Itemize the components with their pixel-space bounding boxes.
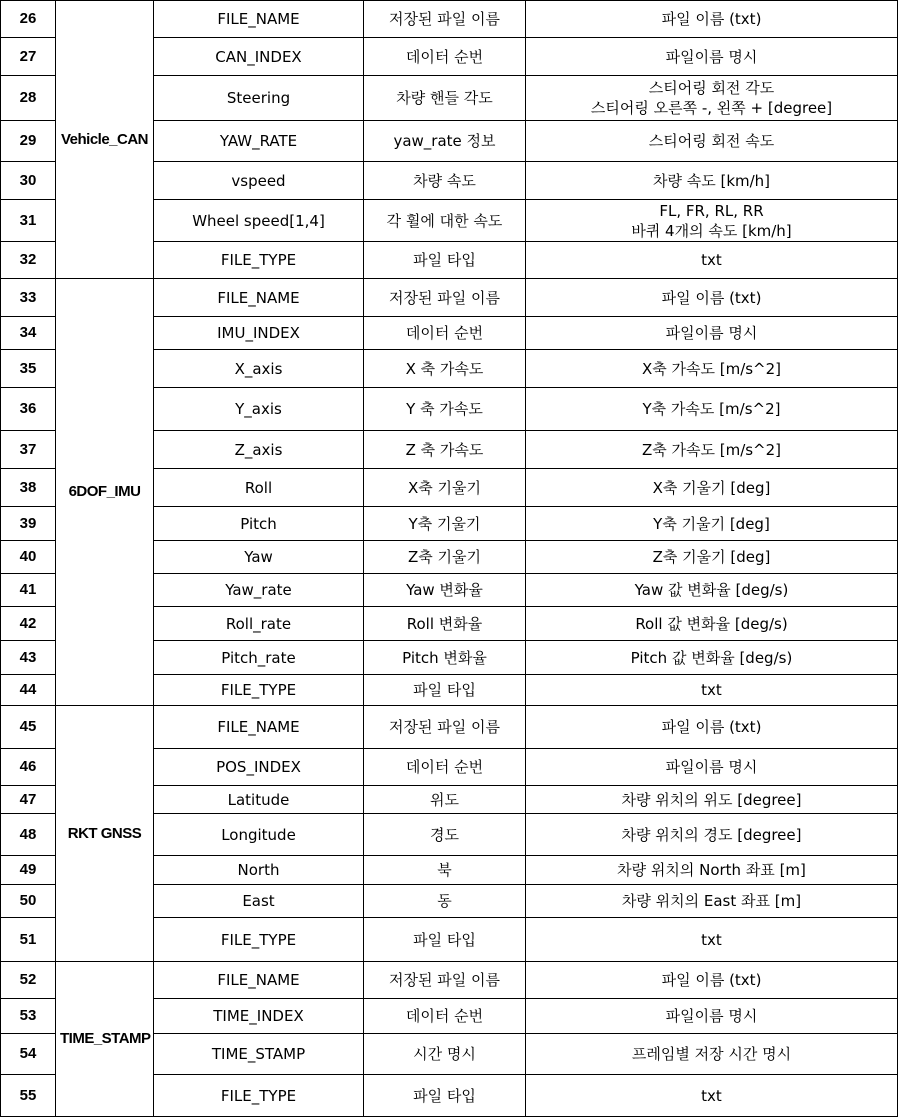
group-name: Vehicle_CAN xyxy=(56,1,154,279)
row-number: 47 xyxy=(1,786,56,814)
field-name: Latitude xyxy=(154,786,364,814)
field-description: 저장된 파일 이름 xyxy=(364,279,526,317)
field-note: FL, FR, RL, RR 바퀴 4개의 속도 [km/h] xyxy=(526,200,898,242)
field-description: 파일 타입 xyxy=(364,675,526,706)
field-description: 동 xyxy=(364,885,526,918)
field-description: Z축 기울기 xyxy=(364,541,526,574)
group-name: RKT GNSS xyxy=(56,706,154,962)
row-number: 26 xyxy=(1,1,56,38)
row-number: 34 xyxy=(1,317,56,350)
row-number: 53 xyxy=(1,999,56,1034)
field-note: X축 가속도 [m/s^2] xyxy=(526,350,898,388)
field-name: Roll_rate xyxy=(154,607,364,641)
field-note: 차량 위치의 위도 [degree] xyxy=(526,786,898,814)
field-name: FILE_TYPE xyxy=(154,1075,364,1117)
field-name: FILE_TYPE xyxy=(154,675,364,706)
field-description: 저장된 파일 이름 xyxy=(364,1,526,38)
field-name: Pitch_rate xyxy=(154,641,364,675)
row-number: 46 xyxy=(1,749,56,786)
field-note: 파일이름 명시 xyxy=(526,317,898,350)
field-note: Roll 값 변화율 [deg/s) xyxy=(526,607,898,641)
field-description: 데이터 순번 xyxy=(364,749,526,786)
row-number: 50 xyxy=(1,885,56,918)
field-note: 파일이름 명시 xyxy=(526,749,898,786)
field-description: 저장된 파일 이름 xyxy=(364,706,526,749)
field-note: 파일 이름 (txt) xyxy=(526,279,898,317)
group-name: 6DOF_IMU xyxy=(56,279,154,706)
field-note: Y축 기울기 [deg] xyxy=(526,507,898,541)
field-note: 파일이름 명시 xyxy=(526,38,898,76)
row-number: 43 xyxy=(1,641,56,675)
row-number: 28 xyxy=(1,76,56,121)
field-description: 저장된 파일 이름 xyxy=(364,962,526,999)
row-number: 36 xyxy=(1,388,56,431)
field-name: FILE_TYPE xyxy=(154,918,364,962)
field-description: 파일 타입 xyxy=(364,1075,526,1117)
row-number: 35 xyxy=(1,350,56,388)
group-name: TIME_STAMP xyxy=(56,962,154,1117)
field-note: 차량 위치의 경도 [degree] xyxy=(526,814,898,856)
row-number: 41 xyxy=(1,574,56,607)
field-description: 차량 속도 xyxy=(364,162,526,200)
field-description: Y 축 가속도 xyxy=(364,388,526,431)
field-name: Roll xyxy=(154,469,364,507)
row-number: 51 xyxy=(1,918,56,962)
row-number: 30 xyxy=(1,162,56,200)
table-row xyxy=(1,1,898,38)
table-row xyxy=(1,706,898,749)
field-note: txt xyxy=(526,675,898,706)
field-note: 파일이름 명시 xyxy=(526,999,898,1034)
field-name: FILE_NAME xyxy=(154,1,364,38)
field-description: X 축 가속도 xyxy=(364,350,526,388)
field-description: X축 기울기 xyxy=(364,469,526,507)
field-name: Pitch xyxy=(154,507,364,541)
field-name: TIME_STAMP xyxy=(154,1034,364,1075)
field-description: 경도 xyxy=(364,814,526,856)
field-name: X_axis xyxy=(154,350,364,388)
field-description: 각 휠에 대한 속도 xyxy=(364,200,526,242)
field-name: vspeed xyxy=(154,162,364,200)
field-note: Z축 가속도 [m/s^2] xyxy=(526,431,898,469)
field-name: Wheel speed[1,4] xyxy=(154,200,364,242)
table-row xyxy=(1,279,898,317)
row-number: 33 xyxy=(1,279,56,317)
row-number: 45 xyxy=(1,706,56,749)
field-name: Longitude xyxy=(154,814,364,856)
field-note: 파일 이름 (txt) xyxy=(526,1,898,38)
field-description: Z 축 가속도 xyxy=(364,431,526,469)
row-number: 32 xyxy=(1,242,56,279)
field-note: 파일 이름 (txt) xyxy=(526,706,898,749)
field-name: POS_INDEX xyxy=(154,749,364,786)
field-note: Pitch 값 변화율 [deg/s) xyxy=(526,641,898,675)
field-description: Yaw 변화율 xyxy=(364,574,526,607)
row-number: 38 xyxy=(1,469,56,507)
row-number: 37 xyxy=(1,431,56,469)
field-description: Pitch 변화율 xyxy=(364,641,526,675)
field-description: 시간 명시 xyxy=(364,1034,526,1075)
field-name: FILE_TYPE xyxy=(154,242,364,279)
row-number: 48 xyxy=(1,814,56,856)
field-note: 차량 속도 [km/h] xyxy=(526,162,898,200)
field-note: 차량 위치의 East 좌표 [m] xyxy=(526,885,898,918)
field-note: txt xyxy=(526,1075,898,1117)
field-description: 파일 타입 xyxy=(364,242,526,279)
field-description: 위도 xyxy=(364,786,526,814)
field-description: Y축 기울기 xyxy=(364,507,526,541)
field-description: 차량 핸들 각도 xyxy=(364,76,526,121)
field-name: Steering xyxy=(154,76,364,121)
field-note: 차량 위치의 North 좌표 [m] xyxy=(526,856,898,885)
field-name: YAW_RATE xyxy=(154,121,364,162)
field-note: Z축 기울기 [deg] xyxy=(526,541,898,574)
field-description: 데이터 순번 xyxy=(364,317,526,350)
table-row xyxy=(1,962,898,999)
row-number: 42 xyxy=(1,607,56,641)
field-name: IMU_INDEX xyxy=(154,317,364,350)
field-name: North xyxy=(154,856,364,885)
field-note: 스티어링 회전 각도 스티어링 오른쪽 -, 왼쪽 + [degree] xyxy=(526,76,898,121)
row-number: 31 xyxy=(1,200,56,242)
field-name: FILE_NAME xyxy=(154,962,364,999)
field-description: 북 xyxy=(364,856,526,885)
field-name: Yaw_rate xyxy=(154,574,364,607)
field-description: yaw_rate 정보 xyxy=(364,121,526,162)
row-number: 54 xyxy=(1,1034,56,1075)
field-description: 데이터 순번 xyxy=(364,38,526,76)
field-description: 데이터 순번 xyxy=(364,999,526,1034)
field-description: 파일 타입 xyxy=(364,918,526,962)
field-name: East xyxy=(154,885,364,918)
field-note: 스티어링 회전 속도 xyxy=(526,121,898,162)
row-number: 49 xyxy=(1,856,56,885)
field-name: Z_axis xyxy=(154,431,364,469)
field-note: txt xyxy=(526,918,898,962)
field-note: X축 기울기 [deg] xyxy=(526,469,898,507)
field-name: Y_axis xyxy=(154,388,364,431)
field-name: FILE_NAME xyxy=(154,706,364,749)
field-name: TIME_INDEX xyxy=(154,999,364,1034)
row-number: 27 xyxy=(1,38,56,76)
row-number: 44 xyxy=(1,675,56,706)
field-note: 파일 이름 (txt) xyxy=(526,962,898,999)
field-note: Yaw 값 변화율 [deg/s) xyxy=(526,574,898,607)
field-description: Roll 변화율 xyxy=(364,607,526,641)
field-note: Y축 가속도 [m/s^2] xyxy=(526,388,898,431)
row-number: 39 xyxy=(1,507,56,541)
row-number: 52 xyxy=(1,962,56,999)
field-name: Yaw xyxy=(154,541,364,574)
row-number: 40 xyxy=(1,541,56,574)
field-name: CAN_INDEX xyxy=(154,38,364,76)
field-name: FILE_NAME xyxy=(154,279,364,317)
field-note: 프레임별 저장 시간 명시 xyxy=(526,1034,898,1075)
field-note: txt xyxy=(526,242,898,279)
row-number: 29 xyxy=(1,121,56,162)
row-number: 55 xyxy=(1,1075,56,1117)
